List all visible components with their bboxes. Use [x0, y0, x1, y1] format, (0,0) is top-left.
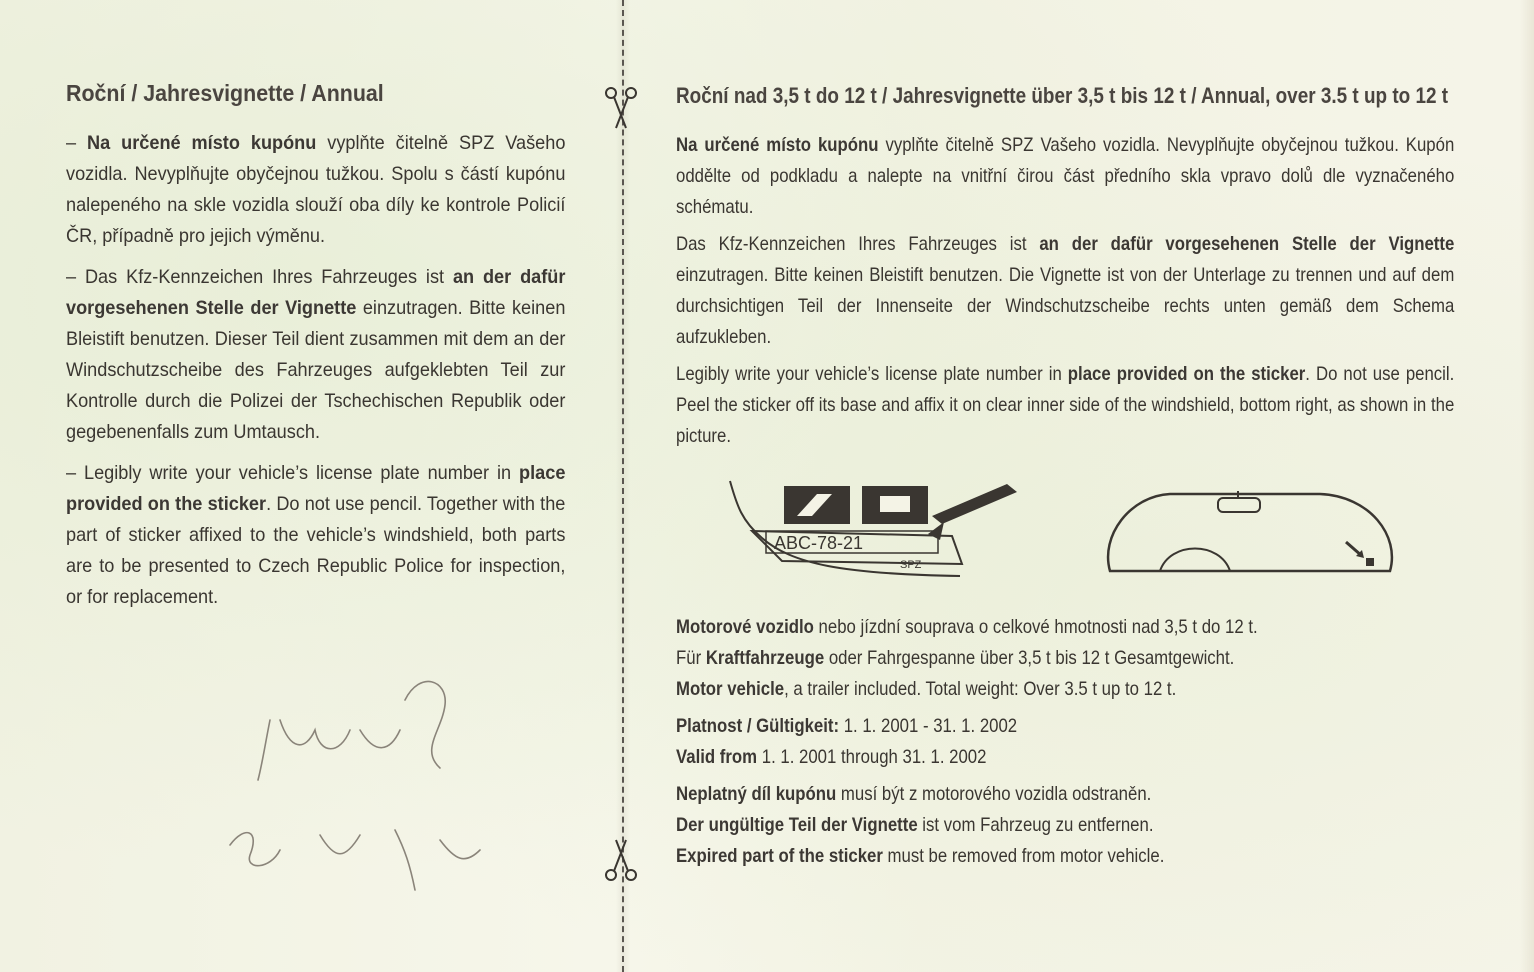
- right-paragraph-de: [676, 229, 1454, 353]
- text-bold: place provided on the sticker: [1067, 363, 1306, 385]
- text-bold: Valid from: [676, 746, 758, 768]
- text-bold: Motorové vozidlo: [676, 616, 814, 638]
- text-bold: Expired part of the sticker: [676, 845, 883, 867]
- text-bold: Platnost / Gültigkeit:: [676, 715, 840, 737]
- text-rest: nebo jízdní souprava o celkové hmotnosti nad 3,5 t do 12 t.: [813, 616, 1258, 638]
- text-rest: . Do not use pencil. Together with the part of sticker affixed to the vehicle’s windshield, both parts are to be presented to Czech Republic Police for inspection, or for replacement.: [66, 493, 566, 608]
- right-coupon-text: [676, 80, 1456, 458]
- right-paragraph-en: [676, 359, 1454, 452]
- text-rest: , a trailer included. Total weight: Over 3.5 t up to 12 t.: [784, 678, 1177, 700]
- scissors-icon: [602, 836, 640, 886]
- signature-text: Jaroslav: [270, 755, 274, 756]
- right-title: Roční nad 3,5 t do 12 t / Jahresvignette über 3,5 t bis 12 t / Annual, over 3.5 t up to 12 t: [676, 83, 1449, 108]
- text-lead: –: [66, 132, 88, 154]
- text-bold: an der dafür vorgesehenen Stelle der Vignette: [1039, 233, 1455, 255]
- validity-en: [676, 742, 1450, 773]
- paper-edge: [1520, 0, 1534, 972]
- left-paragraph-de: [66, 262, 565, 448]
- spz-label: SPZ: [900, 559, 922, 571]
- text-lead: – Das Kfz-Kennzeichen Ihres Fahrzeuges ist: [66, 266, 453, 288]
- text-rest: einzutragen. Bitte keinen Bleistift benutzen. Die Vignette ist von der Unterlage zu trennen und auf dem durchsichtigen Teil der Innenseite der Windschutzscheibe rechts unten gemäß dem Schema aufzukleben.: [676, 264, 1455, 348]
- text-lead: Das Kfz-Kennzeichen Ihres Fahrzeuges ist: [676, 233, 1040, 255]
- text-bold: place provided on the sticker: [66, 462, 566, 515]
- validity-cz: [676, 711, 1450, 742]
- vehicle-class-cz: [676, 612, 1450, 643]
- text-bold: Na určené místo kupónu: [87, 132, 317, 154]
- text-rest: ist vom Fahrzeug zu entfernen.: [917, 814, 1154, 836]
- text-bold: Der ungültige Teil der Vignette: [676, 814, 918, 836]
- left-title: Roční / Jahresvignette / Annual: [66, 80, 384, 106]
- text-lead: – Legibly write your vehicle’s license plate number in: [66, 462, 520, 484]
- text-rest: 1. 1. 2001 - 31. 1. 2002: [839, 715, 1018, 737]
- text-rest: vyplňte čitelně SPZ Vašeho vozidla. Nevyplňujte obyčejnou tužkou. Spolu s částí kupónu nalepeného na skle vozidla slouží oba díly ke kontrole Policií ČR, případně pro jejich výměnu.: [66, 132, 566, 247]
- perforation-line: [622, 0, 624, 972]
- windshield-diagram: [1100, 486, 1400, 586]
- expired-en: [676, 841, 1450, 872]
- vehicle-class-de: [676, 643, 1450, 674]
- text-rest: vyplňte čitelně SPZ Vašeho vozidla. Nevyplňujte obyčejnou tužkou. Kupón oddělte od podkladu a nalepte na vnitřní čirou část předního skla vpravo dolů dle vyznačeného schématu.: [676, 134, 1455, 218]
- text-rest: oder Fahrgespanne über 3,5 t bis 12 t Gesamtgewicht.: [824, 647, 1235, 669]
- text-lead: Legibly write your vehicle’s license plate number in: [676, 363, 1068, 385]
- vehicle-class-en: [676, 674, 1450, 705]
- scissors-icon: [602, 82, 640, 132]
- text-rest: . Do not use pencil. Peel the sticker off its base and affix it on clear inner side of the windshield, bottom right, as shown in the picture.: [676, 363, 1455, 447]
- text-bold: Neplatný díl kupónu: [676, 783, 837, 805]
- text-rest: 1. 1. 2001 through 31. 1. 2002: [757, 746, 987, 768]
- plate-text: ABC-78-21: [774, 533, 864, 553]
- text-rest: einzutragen. Bitte keinen Bleistift benutzen. Dieser Teil dient zusammen mit dem an der Windschutzscheibe des Fahrzeuges aufgeklebten Teil zur Kontrolle durch die Polizei der Tschechischen Republik oder gegebenenfalls zum Umtausch.: [66, 297, 566, 443]
- text-lead: Für: [676, 647, 706, 669]
- handwritten-signature: [210, 660, 530, 920]
- left-paragraph-en: [66, 458, 565, 613]
- left-paragraph-cz: [66, 128, 565, 252]
- right-paragraph-cz: [676, 130, 1454, 223]
- text-bold: Na určené místo kupónu: [676, 134, 879, 156]
- vehicle-info: [676, 612, 1450, 872]
- text-rest: must be removed from motor vehicle.: [882, 845, 1165, 867]
- text-bold: Motor vehicle: [676, 678, 785, 700]
- expired-cz: [676, 779, 1450, 810]
- text-rest: musí být z motorového vozidla odstraněn.: [836, 783, 1152, 805]
- text-bold: Kraftfahrzeuge: [705, 647, 825, 669]
- expired-de: [676, 810, 1450, 841]
- text-bold: an der dafür vorgesehenen Stelle der Vignette: [66, 266, 566, 319]
- sticker-illustration: [722, 476, 1022, 586]
- left-coupon-text: [66, 76, 566, 623]
